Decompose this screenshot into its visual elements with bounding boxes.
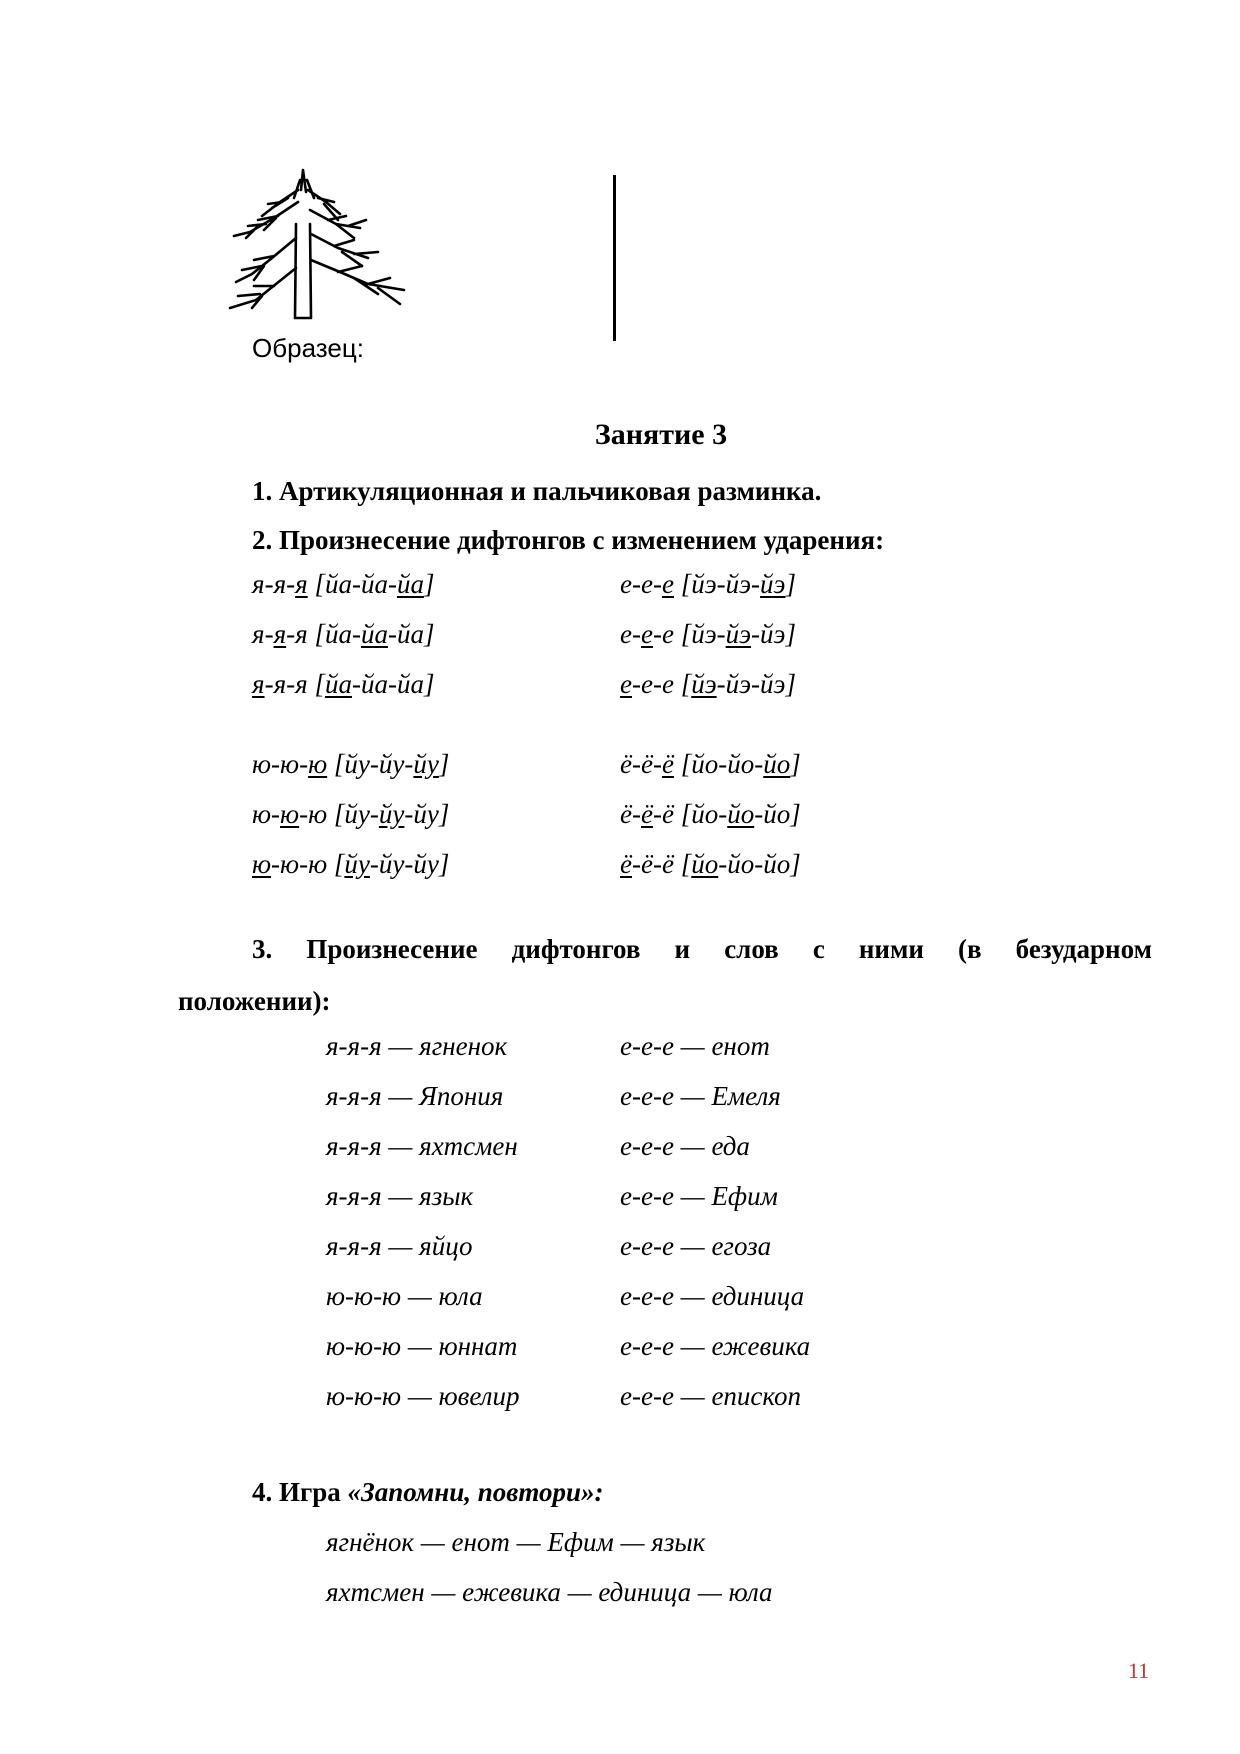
word-pair-left: я-я-я — яхтсмен [326,1131,518,1161]
heading-word: безударном [1015,934,1152,964]
page-number: 11 [1128,1658,1150,1683]
diphthong-drill-right: е-е-е [йэ-йэ-йэ] [620,569,796,599]
word-pair-left: я-я-я — язык [326,1181,474,1211]
word-pair-left: ю-ю-ю — юла [326,1281,483,1311]
diphthong-drill-right: ё-ё-ё [йо-йо-йо] [620,849,801,879]
word-pair-left: ю-ю-ю — юннат [326,1331,518,1361]
diphthong-drill-right: е-е-е [йэ-йэ-йэ] [620,669,796,699]
heading-word: (в [958,934,982,964]
diphthong-drill-left: ю-ю-ю [йу-йу-йу] [252,799,450,829]
diphthong-drill-left: ю-ю-ю [йу-йу-йу] [252,749,450,779]
diphthong-drill-left: я-я-я [йа-йа-йа] [252,669,435,699]
word-pair-right: е-е-е — единица [620,1281,805,1311]
memory-line: яхтсмен — ежевика — единица — юла [326,1577,773,1607]
diphthong-drill-right: е-е-е [йэ-йэ-йэ] [620,619,796,649]
lesson-title: Занятие 3 [594,418,728,451]
word-pair-right: е-е-е — Емеля [620,1081,781,1111]
section-4-prefix: 4. Игра [252,1477,348,1507]
word-pair-right: е-е-е — енот [620,1031,770,1061]
word-pair-left: ю-ю-ю — ювелир [326,1381,520,1411]
spruce-tree-drawing [228,168,408,324]
word-pair-right: е-е-е — епископ [620,1381,802,1411]
section-4-heading [252,1479,604,1506]
diphthong-drill-right: ё-ё-ё [йо-йо-йо] [620,799,801,829]
game-title: «Запомни, повтори»: [347,1477,604,1507]
word-pair-left: я-я-я — ягненок [326,1031,508,1061]
heading-word: ними [858,934,924,964]
diphthong-drill-left: ю-ю-ю [йу-йу-йу] [252,849,450,879]
diphthong-drill-left: я-я-я [йа-йа-йа] [252,569,435,599]
section-3-heading [252,936,1152,963]
diphthong-drill-right: ё-ё-ё [йо-йо-йо] [620,749,801,779]
word-pair-right: е-е-е — Ефим [620,1181,778,1211]
heading-word: с [812,934,825,964]
heading-word: и [674,934,691,964]
word-pair-left: я-я-я — Япония [326,1081,504,1111]
heading-word: дифтонгов [511,934,641,964]
section-2-heading: 2. Произнесение дифтонгов с изменением ударения: [252,525,885,555]
word-pair-right: е-е-е — ежевика [620,1331,811,1361]
diphthong-drill-left: я-я-я [йа-йа-йа] [252,619,435,649]
word-pair-right: е-е-е — еда [620,1131,750,1161]
word-pair-left: я-я-я — яйцо [326,1231,473,1261]
heading-word: Произнесение [306,934,478,964]
section-3-heading-continuation: положении): [178,986,331,1016]
memory-line: ягнёнок — енот — Ефим — язык [326,1527,706,1557]
word-pair-right: е-е-е — егоза [620,1231,772,1261]
heading-word: 3. [252,934,273,964]
sample-label: Образец: [252,333,364,363]
section-1-heading: 1. Артикуляционная и пальчиковая разминка. [252,476,822,506]
vertical-divider [613,175,616,341]
heading-word: слов [724,934,779,964]
